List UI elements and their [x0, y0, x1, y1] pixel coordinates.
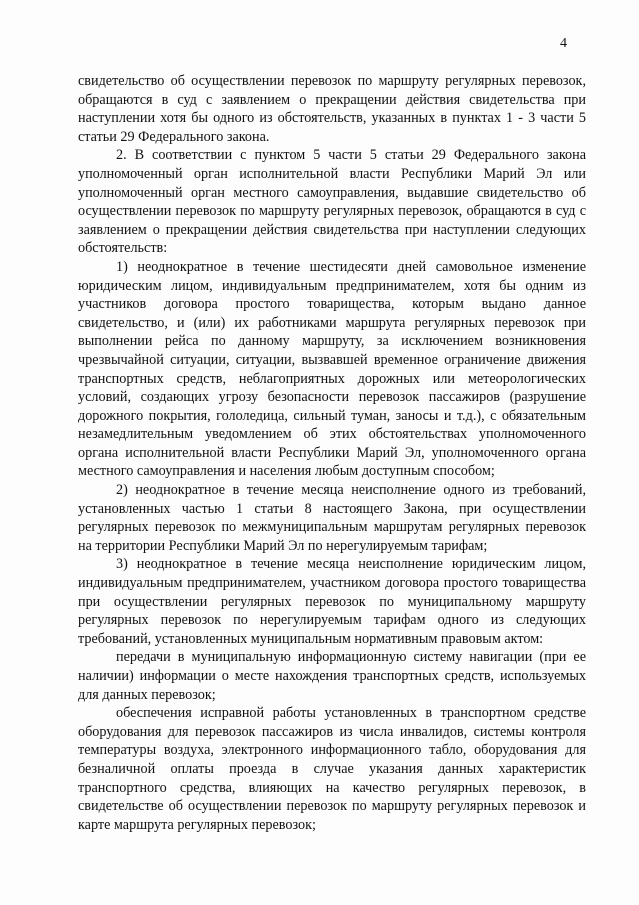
paragraph-continuation: свидетельство об осуществлении перевозок по маршруту регулярных перевозок, обращаются в суд с заявлением о прекращении действия свидетельства при наступлении хотя бы одного из обстоятельств, указанных в пунктах 1 - 3 части 5 статьи 29 Федерального закона. — [78, 73, 586, 145]
paragraph-requirement-equipment: обеспечения исправной работы установленных в транспортном средстве оборудования для перевозок пассажиров из числа инвалидов, системы контроля температуры воздуха, электронного информационного табло, оборудования для безналичной оплаты проезда в случае указания данных характеристик транспортного средства, влияющих на качество регулярных перевозок, в свидетельстве об осуществлении перевозок по маршруту регулярных перевозок и карте маршрута регулярных перевозок; — [78, 705, 586, 833]
page-number: 4 — [560, 36, 567, 51]
paragraph-item-1: 1) неоднократное в течение шестидесяти дней самовольное изменение юридическим лицом, индивидуальным предпринимателем, хотя бы одним из участников договора простого товарищества, которым выдано данное свидетельство, и (или) их работниками маршрута регулярных перевозок при выполнении рейса по данному маршруту, за исключением возникновения чрезвычайной ситуации, ситуации, вызвавшей временное ограничение движения транспортных средств, неблагоприятных дорожных или метеорологических условий, создающих угрозу безопасности перевозок пассажиров (разрушение дорожного покрытия, гололедица, сильный туман, заносы и т.д.), с обязательным незамедлительным уведомлением об этих обстоятельствах уполномоченного органа исполнительной власти Республики Марий Эл, уполномоченного органа местного самоуправления и населения любым доступным способом; — [78, 258, 586, 480]
paragraph-clause-2: 2. В соответствии с пунктом 5 части 5 статьи 29 Федерального закона уполномоченный орган исполнительной власти Республики Марий Эл или уполномоченный орган местного самоуправления, выдавшие свидетельство об осуществлении перевозок по маршруту регулярных перевозок, обращаются в суд с заявлением о прекращении действия свидетельства при наступлении следующих обстоятельств: — [78, 147, 586, 257]
paragraph-requirement-navigation: передачи в муниципальную информационную систему навигации (при ее наличии) информации о месте нахождения транспортных средств, используемых для данных перевозок; — [78, 649, 586, 703]
document-body — [78, 72, 586, 834]
paragraph-item-3: 3) неоднократное в течение месяца неисполнение юридическим лицом, индивидуальным предпринимателем, участником договора простого товарищества при осуществлении регулярных перевозок по муниципальному маршруту регулярных перевозок по нерегулируемым тарифам одного из следующих требований, установленных муниципальным нормативным правовым актом: — [78, 556, 586, 647]
paragraph-item-2: 2) неоднократное в течение месяца неисполнение одного из требований, установленных частью 1 статьи 8 настоящего Закона, при осуществлении регулярных перевозок по межмуниципальным маршрутам регулярных перевозок на территории Республики Марий Эл по нерегулируемым тарифам; — [78, 482, 586, 554]
